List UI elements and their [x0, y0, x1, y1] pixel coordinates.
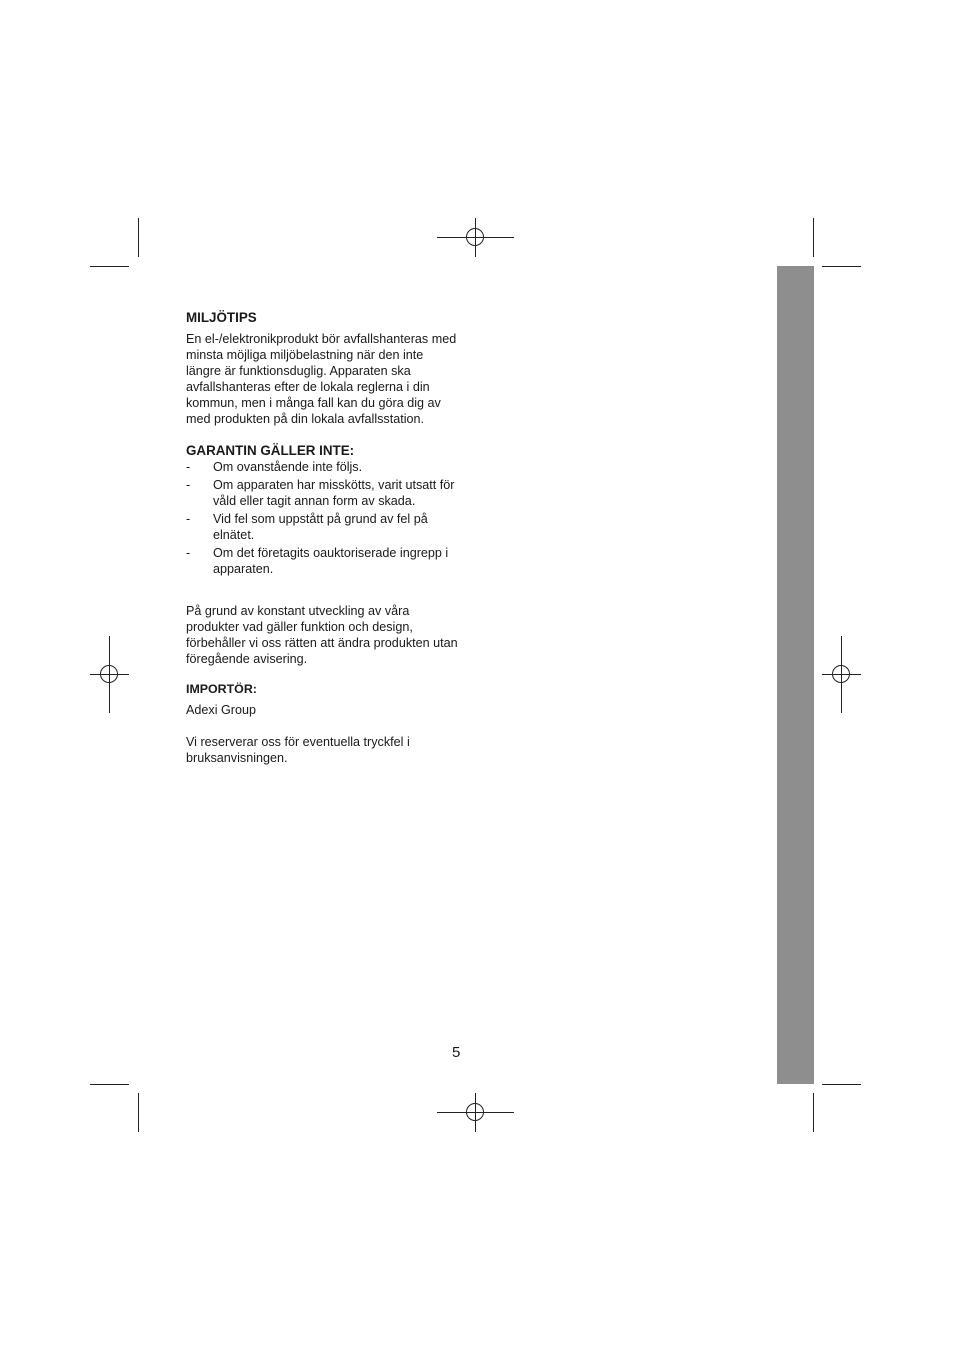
crop-mark — [90, 266, 129, 267]
registration-mark-icon — [466, 1103, 484, 1121]
list-item: - Om det företagits oauktoriserade ingrepp i apparaten. — [186, 546, 449, 576]
crop-mark — [138, 1093, 139, 1132]
list-item: - Vid fel som uppstått på grund av fel på elnätet. — [186, 512, 428, 542]
miljotips-heading: MILJÖTIPS — [186, 310, 257, 325]
crop-mark — [813, 1093, 814, 1132]
utveckling-paragraph: På grund av konstant utveckling av våra produkter vad gäller funktion och design, förbehåller vi oss rätten att ändra produkten utan föregående avisering. — [186, 604, 458, 666]
list-item: - Om ovanstående inte följs. — [186, 460, 363, 474]
side-tab — [777, 266, 814, 1084]
main-content — [186, 310, 476, 766]
tryckfel-paragraph: Vi reserverar oss för eventuella tryckfel i bruksanvisningen. — [186, 735, 410, 765]
crop-mark — [90, 1084, 129, 1085]
crop-mark — [822, 1084, 861, 1085]
registration-mark-icon — [100, 665, 118, 683]
importor-name: Adexi Group — [186, 703, 257, 717]
registration-mark-icon — [832, 665, 850, 683]
crop-mark — [822, 266, 861, 267]
list-item: - Om apparaten har misskötts, varit utsatt för våld eller tagit annan form av skada. — [186, 478, 455, 508]
page-number: 5 — [452, 1044, 461, 1061]
garanti-list — [186, 459, 476, 577]
garanti-heading: GARANTIN GÄLLER INTE: — [186, 443, 355, 458]
miljotips-paragraph: En el-/elektronikprodukt bör avfallshanteras med minsta möjliga miljöbelastning när den inte längre är funktionsduglig. Apparaten ska avfallshanteras efter de lokala reglerna i din kommun, men i många fall kan du göra dig av med produkten på din lokala avfallsstation. — [186, 332, 457, 426]
crop-mark — [138, 218, 139, 257]
crop-mark — [813, 218, 814, 257]
importor-heading: IMPORTÖR: — [186, 682, 257, 696]
registration-mark-icon — [466, 228, 484, 246]
